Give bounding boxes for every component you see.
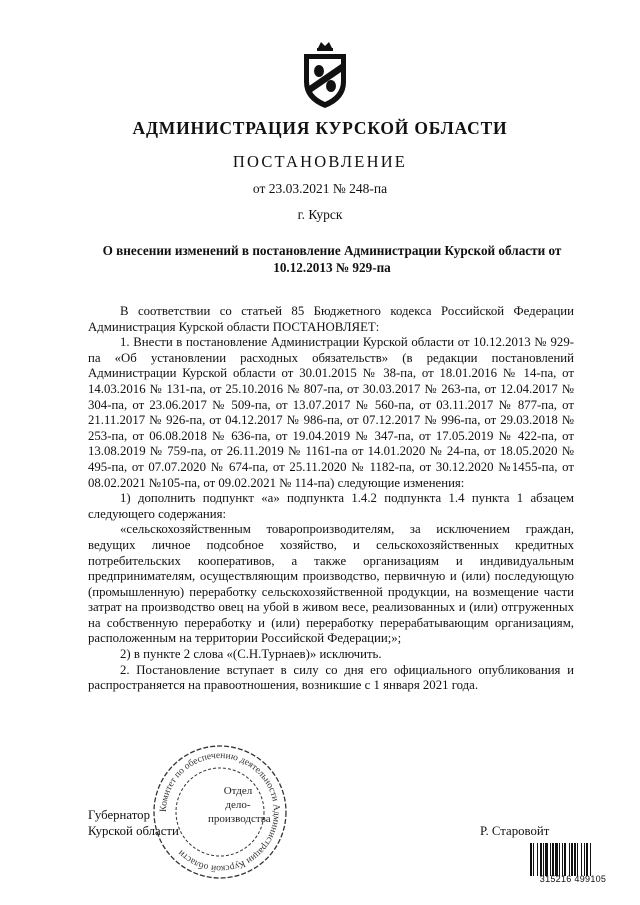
barcode-bar <box>569 843 570 876</box>
document-city: г. Курск <box>297 207 343 222</box>
barcode-bar <box>555 843 558 876</box>
preamble-paragraph: В соответствии со статьей 85 Бюджетного кодекса Российской Федерации Администрация Курской области ПОСТАНОВЛЯЕТ: <box>88 304 574 334</box>
clause-1-paragraph: 1. Внести в постановление Администрации Курской области от 10.12.2013 № 929-па «Об установлении расходных обязательств» (в редакции постановлений Администрации Курской области от 30.01.2015 № 38-па, от 18.01.2016 № 14-па, от 14.03.2016 № 131-па, от 25.10.2016 № 807-па, от 30.03.2017 № 263-па, от 12.04.2017 № 304-па, от 23.06.2017 № 509-па, от 13.07.2017 № 560-па, от 03.11.2017 № 877-па, от 21.11.2017 № 926-па, от 04.12.2017 № 986-па, от 07.12.2017 № 996-па, от 29.03.2018 № 253-па, от 06.08.2018 № 636-па, от 19.04.2019 № 347-па, от 17.05.2019 № 422-па, от 13.08.2019 № 759-па, от 26.11.2019 № 1161-па от 14.01.2020 № 24-па, от 18.05.2020 № 495-па, от 07.07.2020 № 674-па, от 25.11.2020 № 1182-па, от 30.12.2020 №1455-па, от 08.02.2021 №105-па, от 09.02.2021 № 114-па) следующие изменения: <box>88 335 574 490</box>
clause-2-paragraph: 2. Постановление вступает в силу со дня его официального опубликования и распространяется на правоотношения, возникшие с 1 января 2021 года. <box>88 662 574 693</box>
barcode-bar <box>537 843 538 876</box>
barcode-number: 315216 499105 <box>539 874 607 884</box>
subclause-1-paragraph: 1) дополнить подпункт «а» подпункта 1.4.2 подпункта 1.4 пункта 1 абзацем следующего содержания: <box>88 491 574 521</box>
barcode-bar <box>552 843 554 876</box>
stamp-line-1: Отдел <box>223 785 253 797</box>
document-type: ПОСТАНОВЛЕНИЕ <box>232 152 408 171</box>
barcode-bar <box>584 843 585 876</box>
signatory-position-line-2: Курской области <box>88 823 179 838</box>
stamp-line-2: дело- <box>225 799 251 811</box>
document-date-number: от 23.03.2021 № 248-па <box>252 181 388 196</box>
barcode-bar <box>586 843 588 876</box>
barcode-bar <box>581 843 582 876</box>
barcode-bar <box>550 843 551 876</box>
subclause-2-paragraph: 2) в пункте 2 слова «(С.Н.Турнаев)» исключить. <box>120 647 382 662</box>
barcode-bar <box>564 843 566 876</box>
barcode-bar <box>543 843 544 876</box>
barcode-bar <box>540 843 542 876</box>
barcode-bar <box>571 843 573 876</box>
stamp-line-3: производства <box>208 813 271 825</box>
barcode-bar <box>545 843 548 876</box>
barcode-bar <box>533 843 534 876</box>
document-title: О внесении изменений в постановление Администрации Курской области от 10.12.2013 № 929-па <box>102 243 562 275</box>
barcode-bar <box>574 843 576 876</box>
quoted-text-paragraph: «сельскохозяйственным товаропроизводителям, за исключением граждан, ведущих личное подсобное хозяйство, и сельскохозяйственных кредитных потребительских кооперативов, а также организациям и индивидуальным предпринимателям, осуществляющим производство, первичную и (или) последующую (промышленную) переработку сельскохозяйственной продукции, на возмещение части затрат на производство овец на убой в живом весе, реализованных и (или) отгруженных на собственную переработку и (или) переработку перерабатывающим организациям, расположенным на территории Российской Федерации;»; <box>88 522 574 646</box>
signatory-name: Р. Старовойт <box>480 824 550 838</box>
barcode-bar <box>590 843 591 876</box>
coat-of-arms-icon <box>300 40 350 110</box>
document-body <box>88 304 574 694</box>
signatory-position-line-1: Губернатор <box>88 808 150 822</box>
stamp-center-text <box>208 784 271 826</box>
stamp-ring-text: Комитет по обеспечению деятельности Администрации Курской области <box>158 750 282 874</box>
barcode-bar <box>562 843 563 876</box>
barcode-bar <box>530 843 532 876</box>
barcode-bar <box>559 843 560 876</box>
barcode-bar <box>577 843 578 876</box>
organization-name: АДМИНИСТРАЦИЯ КУРСКОЙ ОБЛАСТИ <box>132 118 508 138</box>
barcode-icon <box>530 843 612 876</box>
